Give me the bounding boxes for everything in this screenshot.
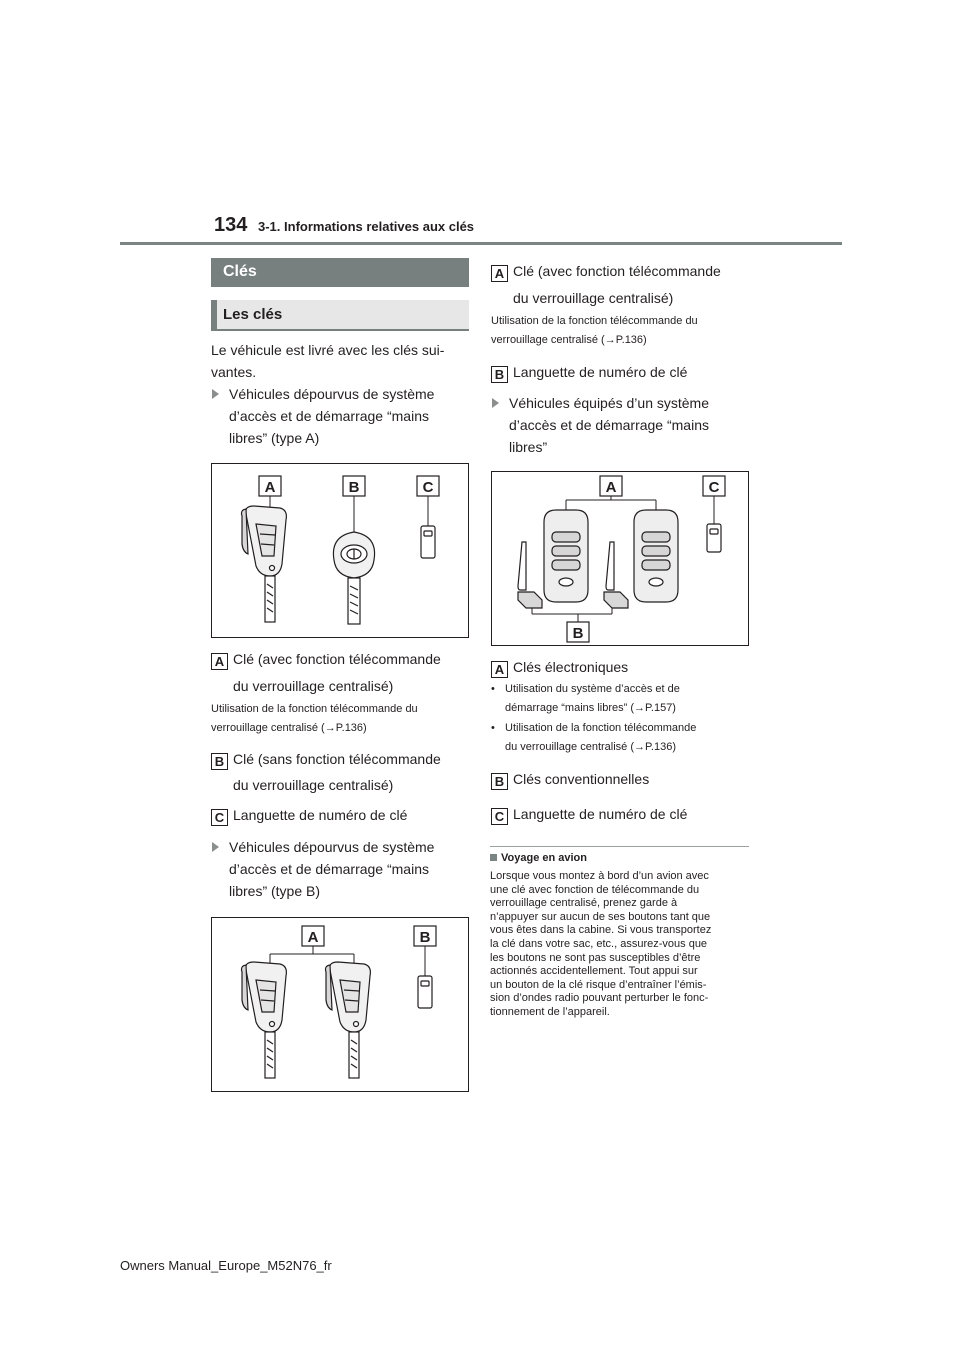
right-item-a (491, 260, 721, 282)
right-e-item-c (491, 803, 687, 825)
e-bullet-1-line2: démarrage “mains libres” (→P.157) (505, 702, 676, 714)
fig3-label-b: B (572, 625, 584, 642)
bullet-dot-icon: • (491, 683, 495, 695)
intro-text: Le véhicule est livré avec les clés sui-vantes. (211, 342, 445, 380)
fig3-label-c: C (708, 479, 720, 496)
page-number: 134 (214, 214, 248, 236)
left-item-b-line2: du verrouillage centralisé) (233, 777, 394, 793)
label-b-badge: B (211, 753, 228, 770)
key-type-a-illustration (212, 464, 468, 637)
note-line: les boutons ne sont pas susceptibles d’être (490, 951, 701, 964)
left-item-a-sub1: Utilisation de la fonction télécommande du (211, 703, 418, 715)
fig3-label-a: A (605, 479, 617, 496)
right-e-item-c-line1: Languette de numéro de clé (513, 806, 688, 822)
note-line: la clé dans votre sac, etc., assurez-vous que (490, 937, 708, 950)
label-a-badge: A (491, 661, 508, 678)
figure-smart-keys (491, 471, 749, 646)
e-bullet-2-line2: du verrouillage centralisé (→P.136) (505, 741, 676, 753)
right-e-item-b-line1: Clés conventionnelles (513, 771, 650, 787)
subsection-title: Les clés (211, 300, 469, 331)
type-a-heading-text: Véhicules dépourvus de système d’accès et de démarrage “mains libres” (type A) (229, 386, 435, 446)
triangle-bullet-icon (492, 398, 499, 408)
right-item-a-line2: du verrouillage centralisé) (513, 290, 674, 306)
left-item-a-line1: Clé (avec fonction télécommande (233, 651, 441, 667)
fig1-label-c: C (422, 479, 434, 496)
e-bullet-1 (491, 680, 680, 699)
label-b-badge: B (491, 773, 508, 790)
smart-heading-text: Véhicules équipés d’un système d’accès et de démarrage “mains libres” (509, 395, 710, 455)
note-line: un bouton de la clé risque d’entraîner l’émis- (490, 978, 707, 991)
note-line: n’appuyer sur aucun de ses boutons tant que (490, 910, 711, 923)
note-body (490, 870, 752, 1020)
type-a-heading (212, 383, 464, 449)
note-line: vous êtes dans la cabine. Si vous transportez (490, 924, 712, 937)
note-line: sion d’ondes radio pouvant perturber le fonc- (490, 992, 709, 1005)
left-item-b (211, 748, 441, 770)
chapter-title: 3-1. Informations relatives aux clés (258, 219, 475, 234)
fig2-label-a: A (307, 929, 319, 946)
left-item-c (211, 804, 407, 826)
left-item-a (211, 648, 441, 670)
square-bullet-icon (490, 854, 497, 861)
note-title: Voyage en avion (501, 852, 587, 864)
left-item-a-sub2: verrouillage centralisé (→P.136) (211, 722, 367, 734)
right-item-a-sub1: Utilisation de la fonction télécommande du (491, 315, 698, 327)
triangle-bullet-icon (212, 389, 219, 399)
figure-key-type-b (211, 917, 469, 1092)
type-b-heading-text: Véhicules dépourvus de système d’accès et de démarrage “mains libres” (type B) (229, 839, 435, 899)
label-b-badge: B (491, 366, 508, 383)
left-item-c-line1: Languette de numéro de clé (233, 807, 408, 823)
right-item-a-line1: Clé (avec fonction télécommande (513, 263, 721, 279)
type-b-heading (212, 836, 464, 902)
fig1-label-b: B (348, 479, 360, 496)
footer-doc-id: Owners Manual_Europe_M52N76_fr (120, 1258, 332, 1273)
left-item-a-line2: du verrouillage centralisé) (233, 678, 394, 694)
note-line: tionnement de l’appareil. (490, 1005, 610, 1018)
note-line: une clé avec fonction de télécommande du (490, 883, 700, 896)
e-bullet-2 (491, 719, 696, 738)
bullet-dot-icon: • (491, 722, 495, 734)
right-item-b-line1: Languette de numéro de clé (513, 364, 688, 380)
label-c-badge: C (211, 809, 228, 826)
right-item-b (491, 361, 687, 383)
right-e-item-a-line1: Clés électroniques (513, 659, 629, 675)
triangle-bullet-icon (212, 842, 219, 852)
note-heading (490, 852, 587, 864)
left-item-b-line1: Clé (sans fonction télécommande (233, 751, 441, 767)
right-e-item-b (491, 768, 649, 790)
note-line: actionnés accidentellement. Tout appui sur (490, 965, 698, 978)
key-type-b-illustration (212, 918, 468, 1091)
label-a-badge: A (211, 653, 228, 670)
fig2-label-b: B (419, 929, 431, 946)
header-rule (120, 242, 842, 245)
smart-keys-illustration (492, 472, 748, 645)
e-bullet-2-line1: Utilisation de la fonction télécommande (505, 722, 697, 734)
label-c-badge: C (491, 808, 508, 825)
figure-key-type-a (211, 463, 469, 638)
note-line: verrouillage centralisé, prenez garde à (490, 897, 678, 910)
right-e-item-a (491, 656, 628, 678)
section-title: Clés (211, 258, 469, 287)
e-bullet-1-line1: Utilisation du système d’accès et de (505, 683, 680, 695)
label-a-badge: A (491, 265, 508, 282)
note-divider (490, 846, 749, 847)
fig1-label-a: A (264, 479, 276, 496)
right-item-a-sub2: verrouillage centralisé (→P.136) (491, 334, 647, 346)
note-line: Lorsque vous montez à bord d’un avion avec (490, 870, 709, 882)
smart-heading (492, 392, 744, 458)
